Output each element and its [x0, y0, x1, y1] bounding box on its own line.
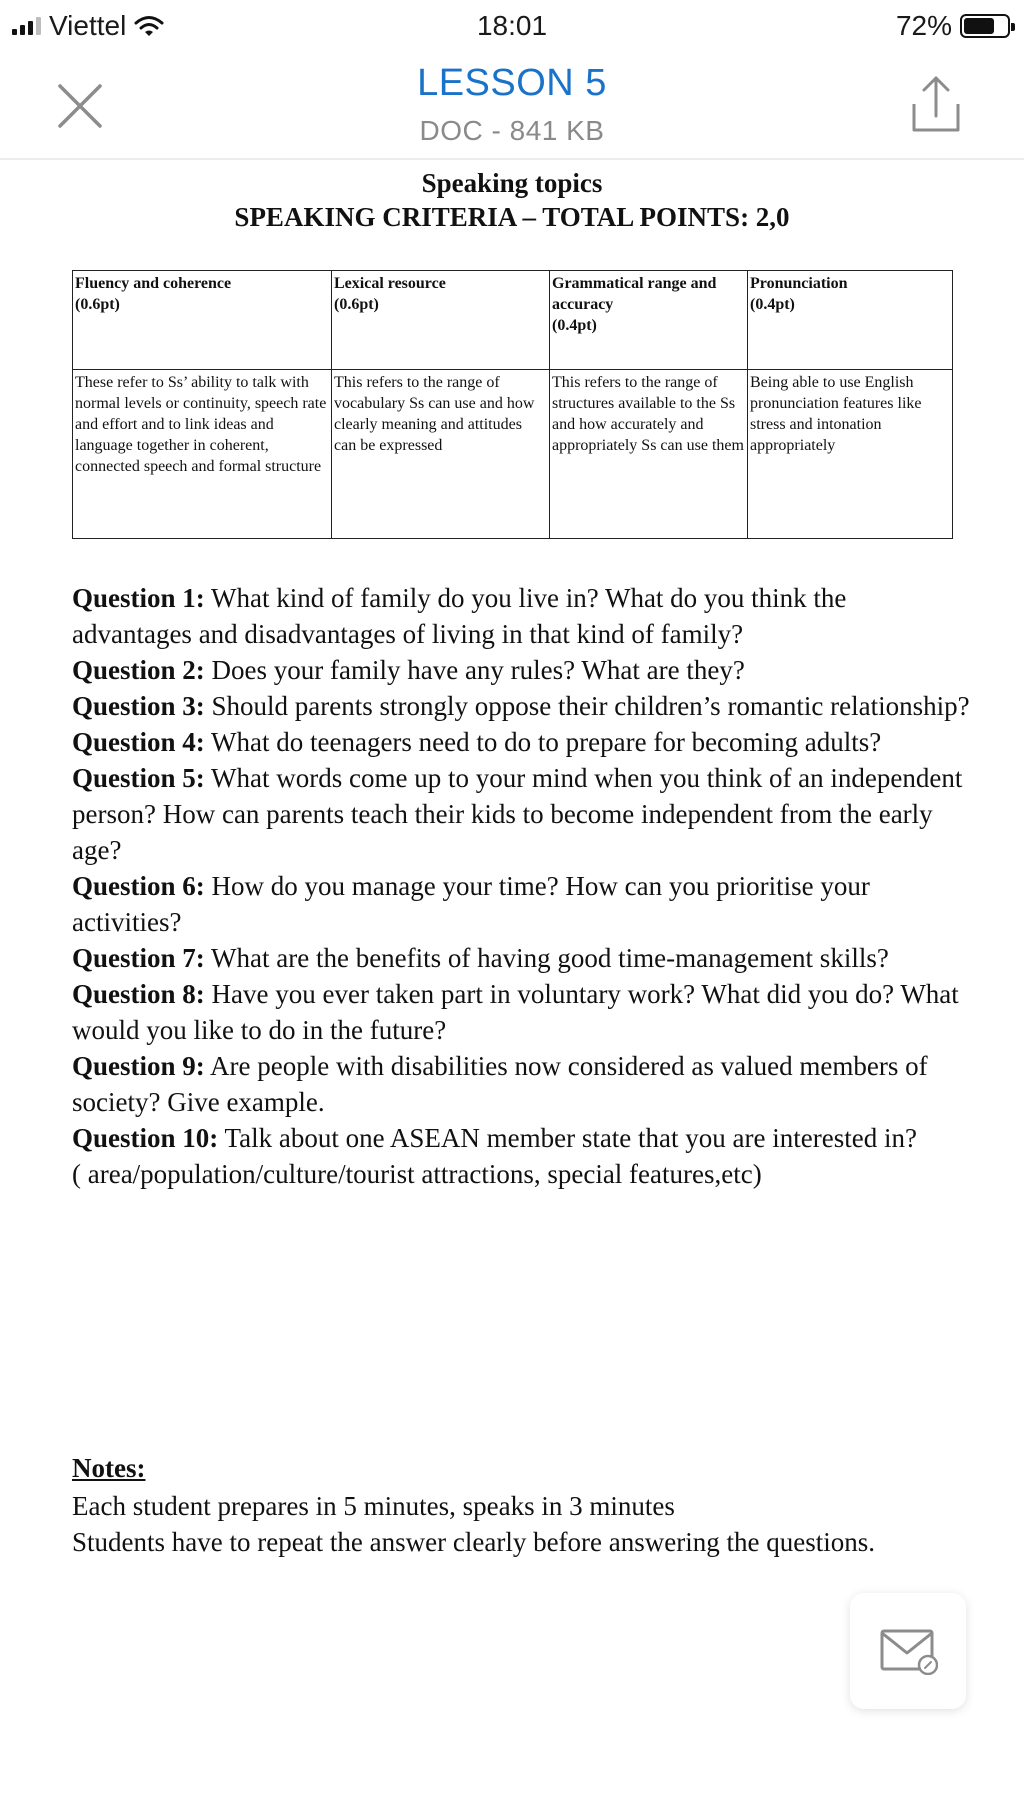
criterion-description: Being able to use English pronunciation features like stress and intonation appropriately	[748, 370, 953, 539]
criterion-points: (0.4pt)	[552, 317, 597, 334]
viewer-header	[0, 52, 1024, 160]
note-line: Students have to repeat the answer clearly before answering the questions.	[72, 1527, 875, 1557]
document-info: DOC - 841 KB	[419, 115, 605, 146]
mail-button[interactable]	[850, 1593, 966, 1709]
criterion-points: (0.6pt)	[334, 296, 379, 313]
notes-title: Notes:	[72, 1453, 146, 1483]
title-block	[0, 62, 1024, 147]
question-label: Question 7:	[72, 943, 205, 973]
question-text: How do you manage your time? How can you prioritise your activities?	[72, 871, 870, 937]
criteria-table	[72, 270, 953, 539]
question-text: What do teenagers need to do to prepare for becoming adults?	[204, 727, 882, 757]
question-text: Does your family have any rules? What are they?	[204, 655, 745, 685]
question-label: Question 10:	[72, 1123, 219, 1153]
share-button[interactable]	[906, 72, 966, 138]
criterion-name: Lexical resource	[334, 275, 446, 292]
question-label: Question 1:	[72, 583, 205, 613]
question-label: Question 9:	[72, 1051, 205, 1081]
question-text: Are people with disabilities now considered as valued members of society? Give example.	[72, 1051, 928, 1117]
criteria-header-cell	[332, 271, 550, 370]
criteria-header-cell	[550, 271, 748, 370]
question-text: What are the benefits of having good time-management skills?	[204, 943, 889, 973]
question-label: Question 8:	[72, 979, 205, 1009]
question-item	[72, 760, 972, 868]
question-item	[72, 976, 972, 1048]
criterion-description: This refers to the range of vocabulary Ss can use and how clearly meaning and attitudes can be expressed	[332, 370, 550, 539]
question-item	[72, 652, 972, 688]
status-time: 18:01	[476, 10, 548, 41]
criterion-name: Pronunciation	[750, 275, 848, 292]
question-text: Should parents strongly oppose their children’s romantic relationship?	[204, 691, 970, 721]
question-text: What words come up to your mind when you think of an independent person? How can parents teach their kids to become independent from the early age?	[72, 763, 963, 865]
battery-percent: 72%	[895, 10, 952, 41]
criterion-points: (0.6pt)	[75, 296, 120, 313]
criterion-name: Fluency and coherence	[75, 275, 232, 292]
question-text: Have you ever taken part in voluntary work? What did you do? What would you like to do in the future?	[72, 979, 959, 1045]
status-right	[896, 10, 1010, 42]
question-label: Question 5:	[72, 763, 205, 793]
questions-list	[72, 580, 972, 1192]
question-label: Question 6:	[72, 871, 205, 901]
criteria-description-row	[73, 370, 953, 539]
question-label: Question 2:	[72, 655, 205, 685]
criteria-header-row	[73, 271, 953, 370]
question-item	[72, 724, 972, 760]
question-item	[72, 580, 972, 652]
criterion-points: (0.4pt)	[750, 296, 795, 313]
question-item	[72, 688, 972, 724]
criteria-header-cell	[73, 271, 332, 370]
mail-attachment-icon	[880, 1627, 938, 1675]
document-title: LESSON 5	[417, 62, 607, 104]
share-icon	[906, 72, 966, 138]
question-label: Question 3:	[72, 691, 205, 721]
question-text: What kind of family do you live in? What do you think the advantages and disadvantages of living in that kind of family?	[72, 583, 847, 649]
criteria-header-cell	[748, 271, 953, 370]
document-subheading: SPEAKING CRITERIA – TOTAL POINTS: 2,0	[234, 202, 790, 232]
criterion-description: This refers to the range of structures available to the Ss and how accurately and appropriately Ss can use them	[550, 370, 748, 539]
criterion-name: Grammatical range and accuracy	[552, 275, 717, 313]
document-content	[0, 160, 1024, 1557]
question-item	[72, 940, 972, 976]
battery-icon	[960, 14, 1010, 38]
note-line: Each student prepares in 5 minutes, speaks in 3 minutes	[72, 1491, 675, 1521]
carrier-name: Viettel	[49, 10, 127, 41]
question-item	[72, 1048, 972, 1120]
question-label: Question 4:	[72, 727, 205, 757]
question-item	[72, 868, 972, 940]
criterion-description: These refer to Ss’ ability to talk with normal levels or continuity, speech rate and effort and to link ideas and language together in coherent, connected speech and formal structure	[73, 370, 332, 539]
question-item	[72, 1120, 972, 1156]
status-bar	[0, 0, 1024, 52]
question-extra: ( area/population/culture/tourist attractions, special features,etc)	[72, 1159, 762, 1189]
document-heading: Speaking topics	[421, 168, 603, 198]
question-text: Talk about one ASEAN member state that you are interested in?	[218, 1123, 917, 1153]
notes-section	[72, 1450, 972, 1560]
